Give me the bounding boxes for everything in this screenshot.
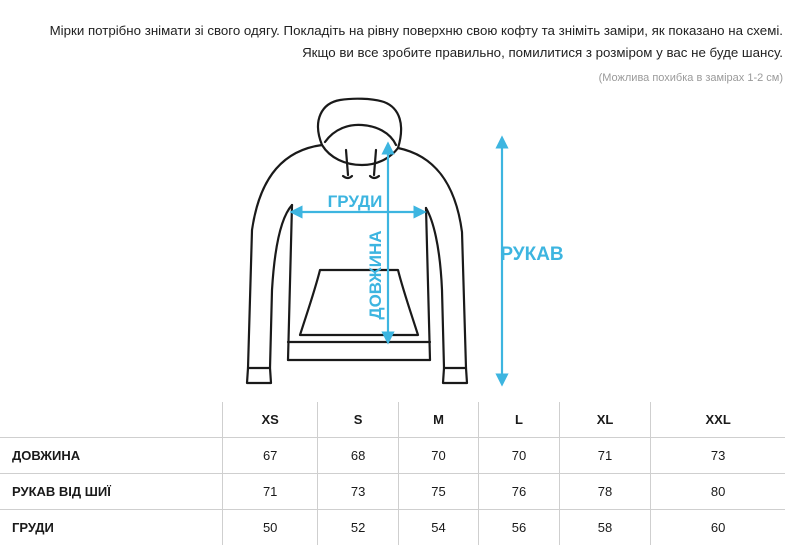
size-chart-table	[0, 402, 785, 545]
header-size-xl: XL	[559, 402, 651, 438]
sleeve-label: РУКАВ	[500, 244, 564, 265]
table-cell: 73	[318, 474, 398, 510]
table-cell: 60	[651, 510, 785, 546]
measurement-error-note: (Можлива похибка в замірах 1-2 см)	[598, 72, 783, 84]
table-cell: 76	[479, 474, 559, 510]
table-cell: 67	[223, 438, 318, 474]
table-cell: 78	[559, 474, 651, 510]
row-label-sleeve: РУКАВ ВІД ШИЇ	[0, 474, 223, 510]
measurement-arrows	[292, 138, 502, 384]
table-cell: 52	[318, 510, 398, 546]
instruction-line-1: Мірки потрібно знімати зі свого одягу. Покладіть на рівну поверхню свою кофту та зніміть заміри, як показано на схемі.	[49, 23, 783, 38]
table-cell: 70	[479, 438, 559, 474]
table-cell: 71	[223, 474, 318, 510]
instruction-line-2: Якщо ви все зробите правильно, помилитися з розміром у вас не буде шансу.	[302, 45, 783, 60]
table-cell: 50	[223, 510, 318, 546]
table-row	[0, 510, 785, 546]
header-size-l: L	[479, 402, 559, 438]
table-cell: 54	[398, 510, 478, 546]
table-header-row	[0, 402, 785, 438]
header-size-s: S	[318, 402, 398, 438]
table-cell: 75	[398, 474, 478, 510]
table-cell: 68	[318, 438, 398, 474]
chest-label: ГРУДИ	[327, 192, 383, 211]
hoodie-outline	[247, 99, 467, 383]
table-row	[0, 438, 785, 474]
header-size-xxl: XXL	[651, 402, 785, 438]
table-cell: 73	[651, 438, 785, 474]
length-label: ДОВЖИНА	[366, 230, 385, 320]
table-row	[0, 474, 785, 510]
table-cell: 56	[479, 510, 559, 546]
table-cell: 80	[651, 474, 785, 510]
header-size-xs: XS	[223, 402, 318, 438]
row-label-chest: ГРУДИ	[0, 510, 223, 546]
row-label-length: ДОВЖИНА	[0, 438, 223, 474]
header-corner	[0, 402, 223, 438]
table-cell: 58	[559, 510, 651, 546]
header-size-m: M	[398, 402, 478, 438]
table-cell: 71	[559, 438, 651, 474]
table-cell: 70	[398, 438, 478, 474]
